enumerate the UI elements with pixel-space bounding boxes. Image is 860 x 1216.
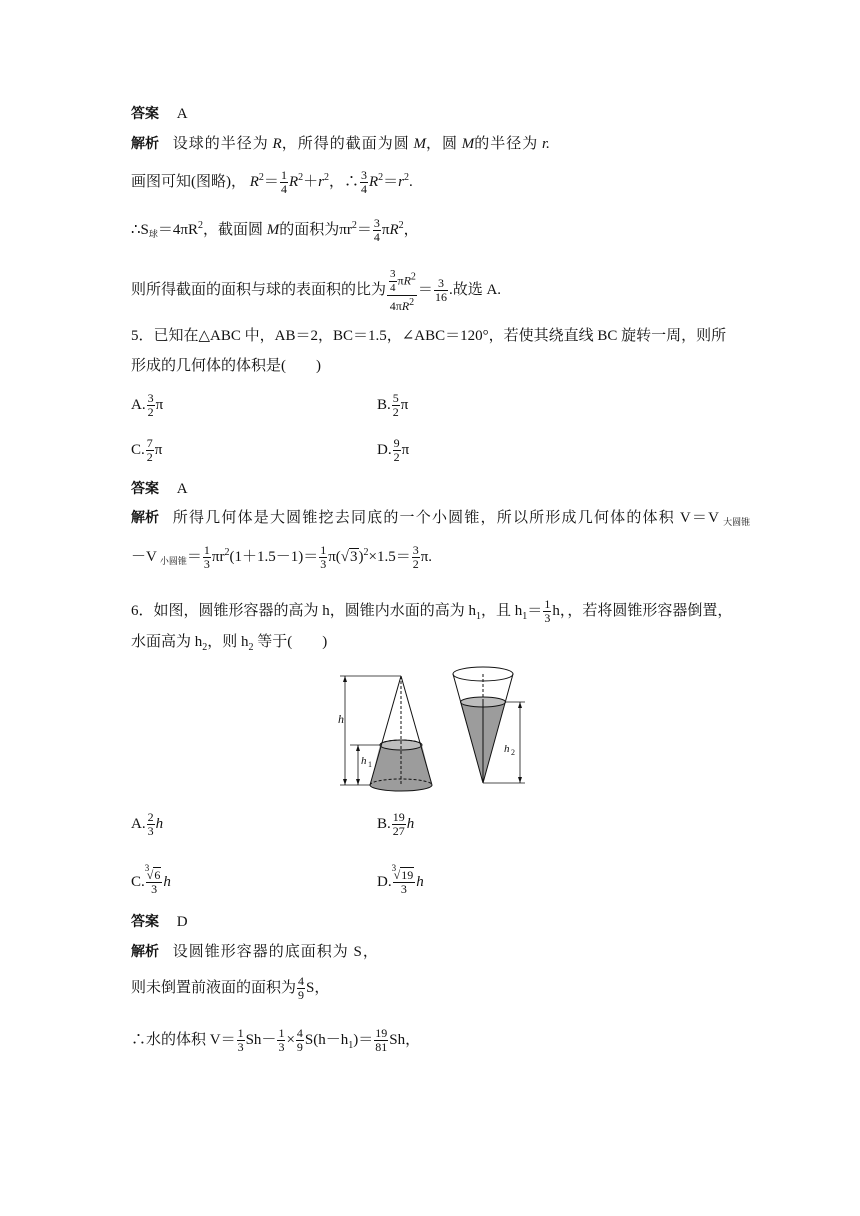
tail: h <box>163 873 171 890</box>
q6-option-b[interactable] <box>377 811 414 838</box>
den: 2 <box>147 405 154 419</box>
text: ，所得的截面为圆 <box>281 136 410 152</box>
den: 2 <box>392 405 399 419</box>
option-letter: C. <box>131 441 145 458</box>
question-stem: 形成的几何体的体积是( ) <box>131 358 321 374</box>
q5-analysis-line1 <box>131 508 750 532</box>
inverted-cone <box>453 667 525 783</box>
tail: π <box>401 441 410 458</box>
cone-figure <box>320 660 540 795</box>
answer-label: 答案 <box>131 481 159 497</box>
option-letter: D. <box>377 873 392 890</box>
question-number: 5． <box>131 328 154 344</box>
q4-analysis-line1: 解析 设球的半径为 R，所得的截面为圆 M，圆 M的半径为 r. <box>131 136 550 152</box>
den: 27 <box>392 824 405 838</box>
den: 2 <box>146 450 153 464</box>
label-h: h <box>338 712 344 726</box>
question-stem: 等于( ) <box>253 634 328 650</box>
q6-option-a[interactable] <box>131 811 163 838</box>
option-letter: D. <box>377 441 392 458</box>
analysis-label: 解析 <box>131 944 159 960</box>
num: 19 <box>392 810 405 824</box>
answer-label: 答案 <box>131 914 159 930</box>
text: 则未倒置前液面的面积为 <box>131 979 297 996</box>
text: ＝4πR <box>157 222 198 238</box>
subscript: 大圆锥 <box>723 517 751 527</box>
num: 2 <box>147 810 154 824</box>
subscript: 小圆锥 <box>159 556 187 566</box>
q5-analysis-line2: －V $_{小圆锥}$＝ $\frac{1}{3}$ $\pi r^2(1+1.5-1)=$ $\frac{1}{3}$ $\pi(√3)^2\times 1.5=$ $\frac{3}{2}$ π. <box>131 543 433 572</box>
text: 设圆锥形容器的底面积为 S， <box>172 944 379 960</box>
analysis-label: 解析 <box>131 136 159 152</box>
tail: h <box>416 873 424 890</box>
label-h1-sub: 1 <box>368 760 372 769</box>
option-letter: A. <box>131 396 146 413</box>
tail: h <box>406 815 415 832</box>
q6-analysis-line3: ∴水的体积 V＝ $\frac{1}{3}$ Sh－ $\frac{1}{3}$ × $\frac{4}{9}$ $S(h-h_1)=$ $\frac{19}{81}$ Sh， <box>131 1026 421 1054</box>
den: 3 <box>147 824 154 838</box>
text: 则所得截面的面积与球的表面积的比为 <box>131 281 387 298</box>
subscript: 球 <box>148 229 158 239</box>
q6-stem-line1: 6．如图，圆锥形容器的高为 h，圆锥内水面的高为 $h_1$，且 $h_1=$ $\frac{1}{3}$ h，，若将圆锥形容器倒置， <box>131 597 733 625</box>
question-stem: h，，若将圆锥形容器倒置， <box>552 602 733 619</box>
option-letter: C. <box>131 873 145 890</box>
root-index: 3 <box>144 863 150 873</box>
q4-answer-line <box>131 104 188 124</box>
tail: π <box>400 396 409 413</box>
q6-stem-line2: 水面高为 $h_2$，则 $h_2$ 等于( ) <box>131 634 328 653</box>
answer-label: 答案 <box>131 106 159 122</box>
q5-stem-line1 <box>131 326 726 346</box>
q6-analysis-line2: 则未倒置前液面的面积为 $\frac{4}{9}$ S， <box>131 974 330 1002</box>
upright-cone <box>338 676 432 791</box>
text: )＝ <box>353 1031 374 1048</box>
num: 6 <box>154 868 161 882</box>
q6-option-d[interactable]: D. 3 √19 3 h <box>377 863 424 896</box>
text: ＝ <box>186 549 202 565</box>
q4-analysis-line4: 则所得截面的面积与球的表面积的比为 $\frac{3}{4}$ $\pi R^2$ $4\pi R^2$ ＝ $\frac{3}{16}$ .故选 A. <box>131 268 502 313</box>
q5-option-c[interactable] <box>131 437 162 464</box>
text: π( <box>328 549 341 565</box>
text: Sh， <box>389 1031 421 1048</box>
text: πr <box>211 549 225 565</box>
text: .故选 A. <box>448 281 502 298</box>
text: ) <box>358 549 364 565</box>
option-letter: B. <box>377 396 391 413</box>
text: (1＋1.5－1)＝ <box>229 549 319 565</box>
text: 的面积为πr <box>279 222 352 238</box>
den: 2 <box>393 450 400 464</box>
tail: π <box>155 396 164 413</box>
num: 9 <box>393 436 400 450</box>
text: 画图可知(图略)， <box>131 174 246 190</box>
text: 3 <box>350 549 358 565</box>
analysis-label: 解析 <box>131 510 159 526</box>
label-h1: h <box>361 755 367 767</box>
answer-value: A <box>176 106 188 122</box>
question-stem: ，且 h <box>481 602 523 619</box>
den: 3 <box>400 882 407 896</box>
text: ∴水的体积 V＝ <box>131 1031 236 1048</box>
q5-option-b[interactable] <box>377 392 408 419</box>
text: S(h－h <box>304 1031 349 1048</box>
q5-answer-line <box>131 479 188 499</box>
tail: h <box>155 815 164 832</box>
q6-option-c[interactable]: C. 3 √6 3 h <box>131 863 171 896</box>
text: × <box>286 1031 295 1048</box>
num: 5 <box>392 391 399 405</box>
text: ，圆 <box>425 136 458 152</box>
q4-analysis-line3: $\therefore S_球=4\pi R^2$，截面圆 M的面积为$\pi r^2=$ $\frac{3}{4}$ $\pi R^2$， <box>131 216 419 245</box>
label-h2-sub: 2 <box>511 748 515 757</box>
root-index: 3 <box>391 863 397 873</box>
num: 7 <box>146 436 153 450</box>
q5-option-a[interactable] <box>131 392 163 419</box>
text: 所得几何体是大圆锥挖去同底的一个小圆锥，所以所形成几何体的体积 V＝V <box>172 510 721 526</box>
q5-stem-line2 <box>131 356 321 376</box>
q5-option-d[interactable] <box>377 437 409 464</box>
text: S， <box>306 979 330 996</box>
option-letter: B. <box>377 815 391 832</box>
label-h2: h <box>504 743 510 755</box>
text: Sh－ <box>245 1031 277 1048</box>
text: ∴S <box>131 222 149 238</box>
text: －V <box>131 549 157 565</box>
option-letter: A. <box>131 815 146 832</box>
q6-answer-line <box>131 912 188 932</box>
text: 的半径为 <box>474 136 539 152</box>
question-stem: 已知在△ABC 中，AB＝2，BC＝1.5，∠ABC＝120°，若使其绕直线 BC 旋转一周，则所 <box>153 328 727 344</box>
text: ×1.5＝ <box>368 549 411 565</box>
text: ＝ <box>356 222 372 238</box>
question-number: 6． <box>131 602 154 619</box>
text: ，截面圆 <box>203 222 264 238</box>
q6-analysis-line1 <box>131 942 379 962</box>
num: 19 <box>401 868 414 882</box>
den: 3 <box>151 882 158 896</box>
question-stem: ＝ <box>527 602 543 619</box>
question-stem: 水面高为 h <box>131 634 203 650</box>
answer-value: A <box>176 481 188 497</box>
question-stem: ，则 h <box>207 634 249 650</box>
num: 3 <box>147 391 154 405</box>
q4-analysis-line2: 画图可知(图略)， $R^2=$ $\frac{1}{4}$ $R^2+r^2$，∴ $\frac{3}{4}$ $R^2=r^2$. <box>131 168 413 197</box>
answer-value: D <box>176 914 188 930</box>
text: 设球的半径为 <box>172 136 269 152</box>
text: π. <box>420 549 433 565</box>
tail: π <box>154 441 163 458</box>
question-stem: 如图，圆锥形容器的高为 h，圆锥内水面的高为 h <box>153 602 477 619</box>
